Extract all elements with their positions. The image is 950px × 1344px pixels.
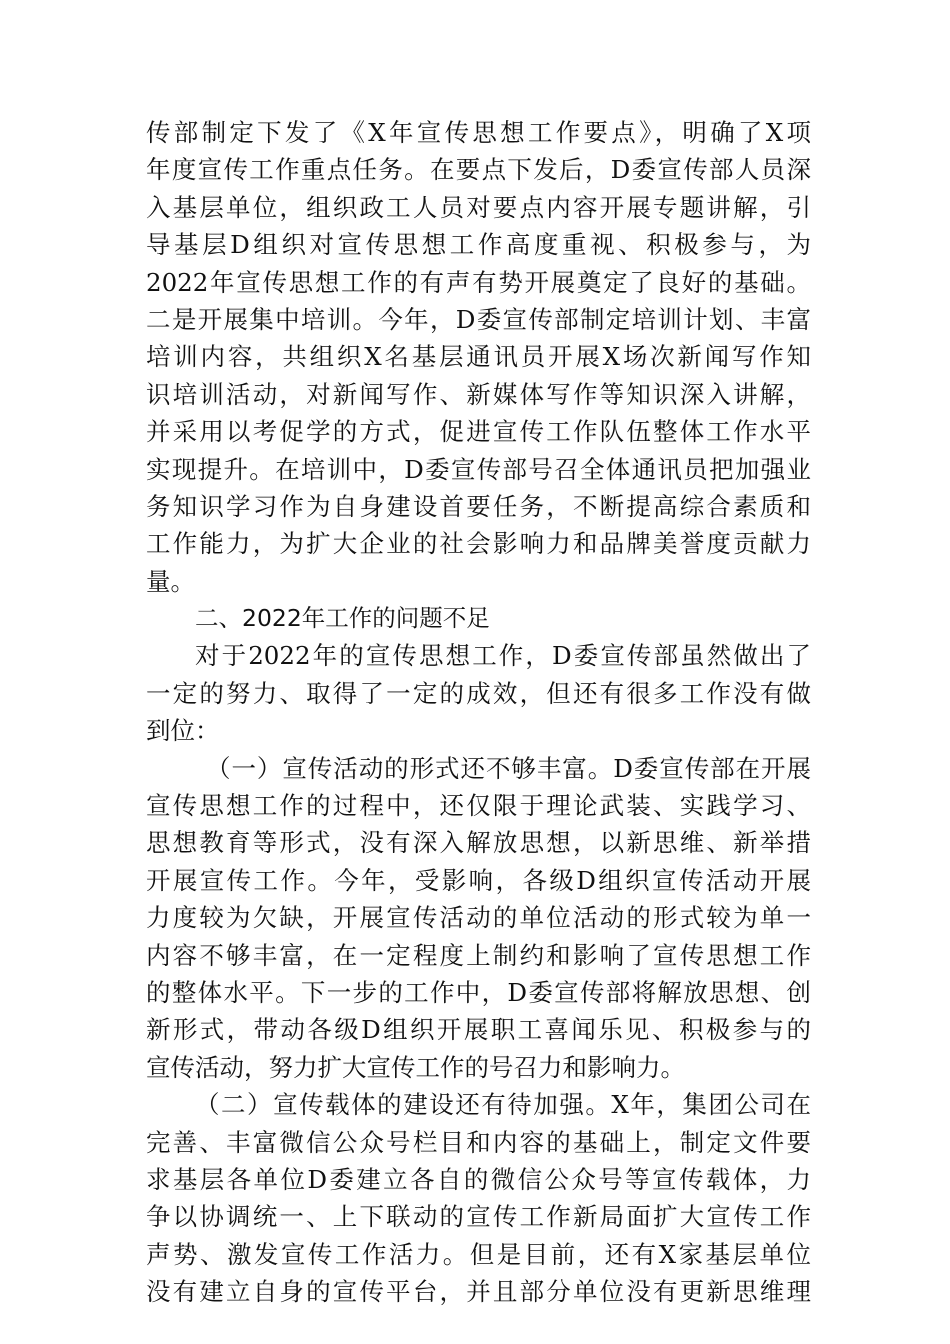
text-line: 务知识学习作为自身建设首要任务，不断提高综合素质和: [146, 491, 811, 521]
text-line: 的整体水平。下一步的工作中，D委宣传部将解放思想、创: [146, 977, 811, 1007]
text-line: 没有建立自身的宣传平台，并且部分单位没有更新思维理: [146, 1277, 811, 1307]
text-line: 入基层单位，组织政工人员对要点内容开展专题讲解，引: [146, 192, 811, 222]
text-line: 争以协调统一、上下联动的宣传工作新局面扩大宣传工作: [146, 1202, 811, 1232]
text-line: 识培训活动，对新闻写作、新媒体写作等知识深入讲解，: [146, 379, 811, 409]
text-line: 求基层各单位D委建立各自的微信公众号等宣传载体，力: [146, 1164, 811, 1194]
text-line: 对于2022年的宣传思想工作，D委宣传部虽然做出了: [195, 641, 811, 671]
text-line: 力度较为欠缺，开展宣传活动的单位活动的形式较为单一: [146, 903, 811, 933]
text-line: 2022年宣传思想工作的有声有势开展奠定了良好的基础。: [146, 267, 811, 297]
text-line: 二是开展集中培训。今年，D委宣传部制定培训计划、丰富: [146, 304, 811, 334]
text-line: 工作能力，为扩大企业的社会影响力和品牌美誉度贡献力: [146, 529, 811, 559]
text-line: 培训内容，共组织X名基层通讯员开展X场次新闻写作知: [146, 342, 811, 372]
text-line: 内容不够丰富，在一定程度上制约和影响了宣传思想工作: [146, 940, 811, 970]
text-line: 量。: [146, 566, 195, 596]
text-line: 新形式，带动各级D组织开展职工喜闻乐见、积极参与的: [146, 1015, 811, 1045]
subsection-line: （二）宣传载体的建设还有待加强。X年，集团公司在: [195, 1090, 811, 1120]
text-line: 实现提升。在培训中，D委宣传部号召全体通讯员把加强业: [146, 454, 811, 484]
text-line: 宣传活动，努力扩大宣传工作的号召力和影响力。: [146, 1052, 685, 1082]
section-heading: 二、2022年工作的问题不足: [195, 604, 490, 633]
text-line: 思想教育等形式，没有深入解放思想，以新思维、新举措: [146, 828, 811, 858]
text-line: 宣传思想工作的过程中，还仅限于理论武装、实践学习、: [146, 791, 811, 821]
text-line: 导基层D组织对宣传思想工作高度重视、积极参与，为: [146, 230, 811, 260]
text-line: 开展宣传工作。今年，受影响，各级D组织宣传活动开展: [146, 865, 811, 895]
subsection-line: （一）宣传活动的形式还不够丰富。D委宣传部在开展: [206, 753, 811, 783]
text-line: 声势、激发宣传工作活力。但是目前，还有X家基层单位: [146, 1239, 811, 1269]
text-line: 一定的努力、取得了一定的成效，但还有很多工作没有做: [146, 678, 811, 708]
text-line: 到位：: [146, 716, 220, 746]
document-body: [146, 114, 811, 1311]
text-line: 并采用以考促学的方式，促进宣传工作队伍整体工作水平: [146, 417, 811, 447]
text-line: 传部制定下发了《X年宣传思想工作要点》，明确了X项: [146, 118, 811, 147]
text-line: 年度宣传工作重点任务。在要点下发后，D委宣传部人员深: [146, 155, 811, 185]
text-line: 完善、丰富微信公众号栏目和内容的基础上，制定文件要: [146, 1127, 811, 1157]
